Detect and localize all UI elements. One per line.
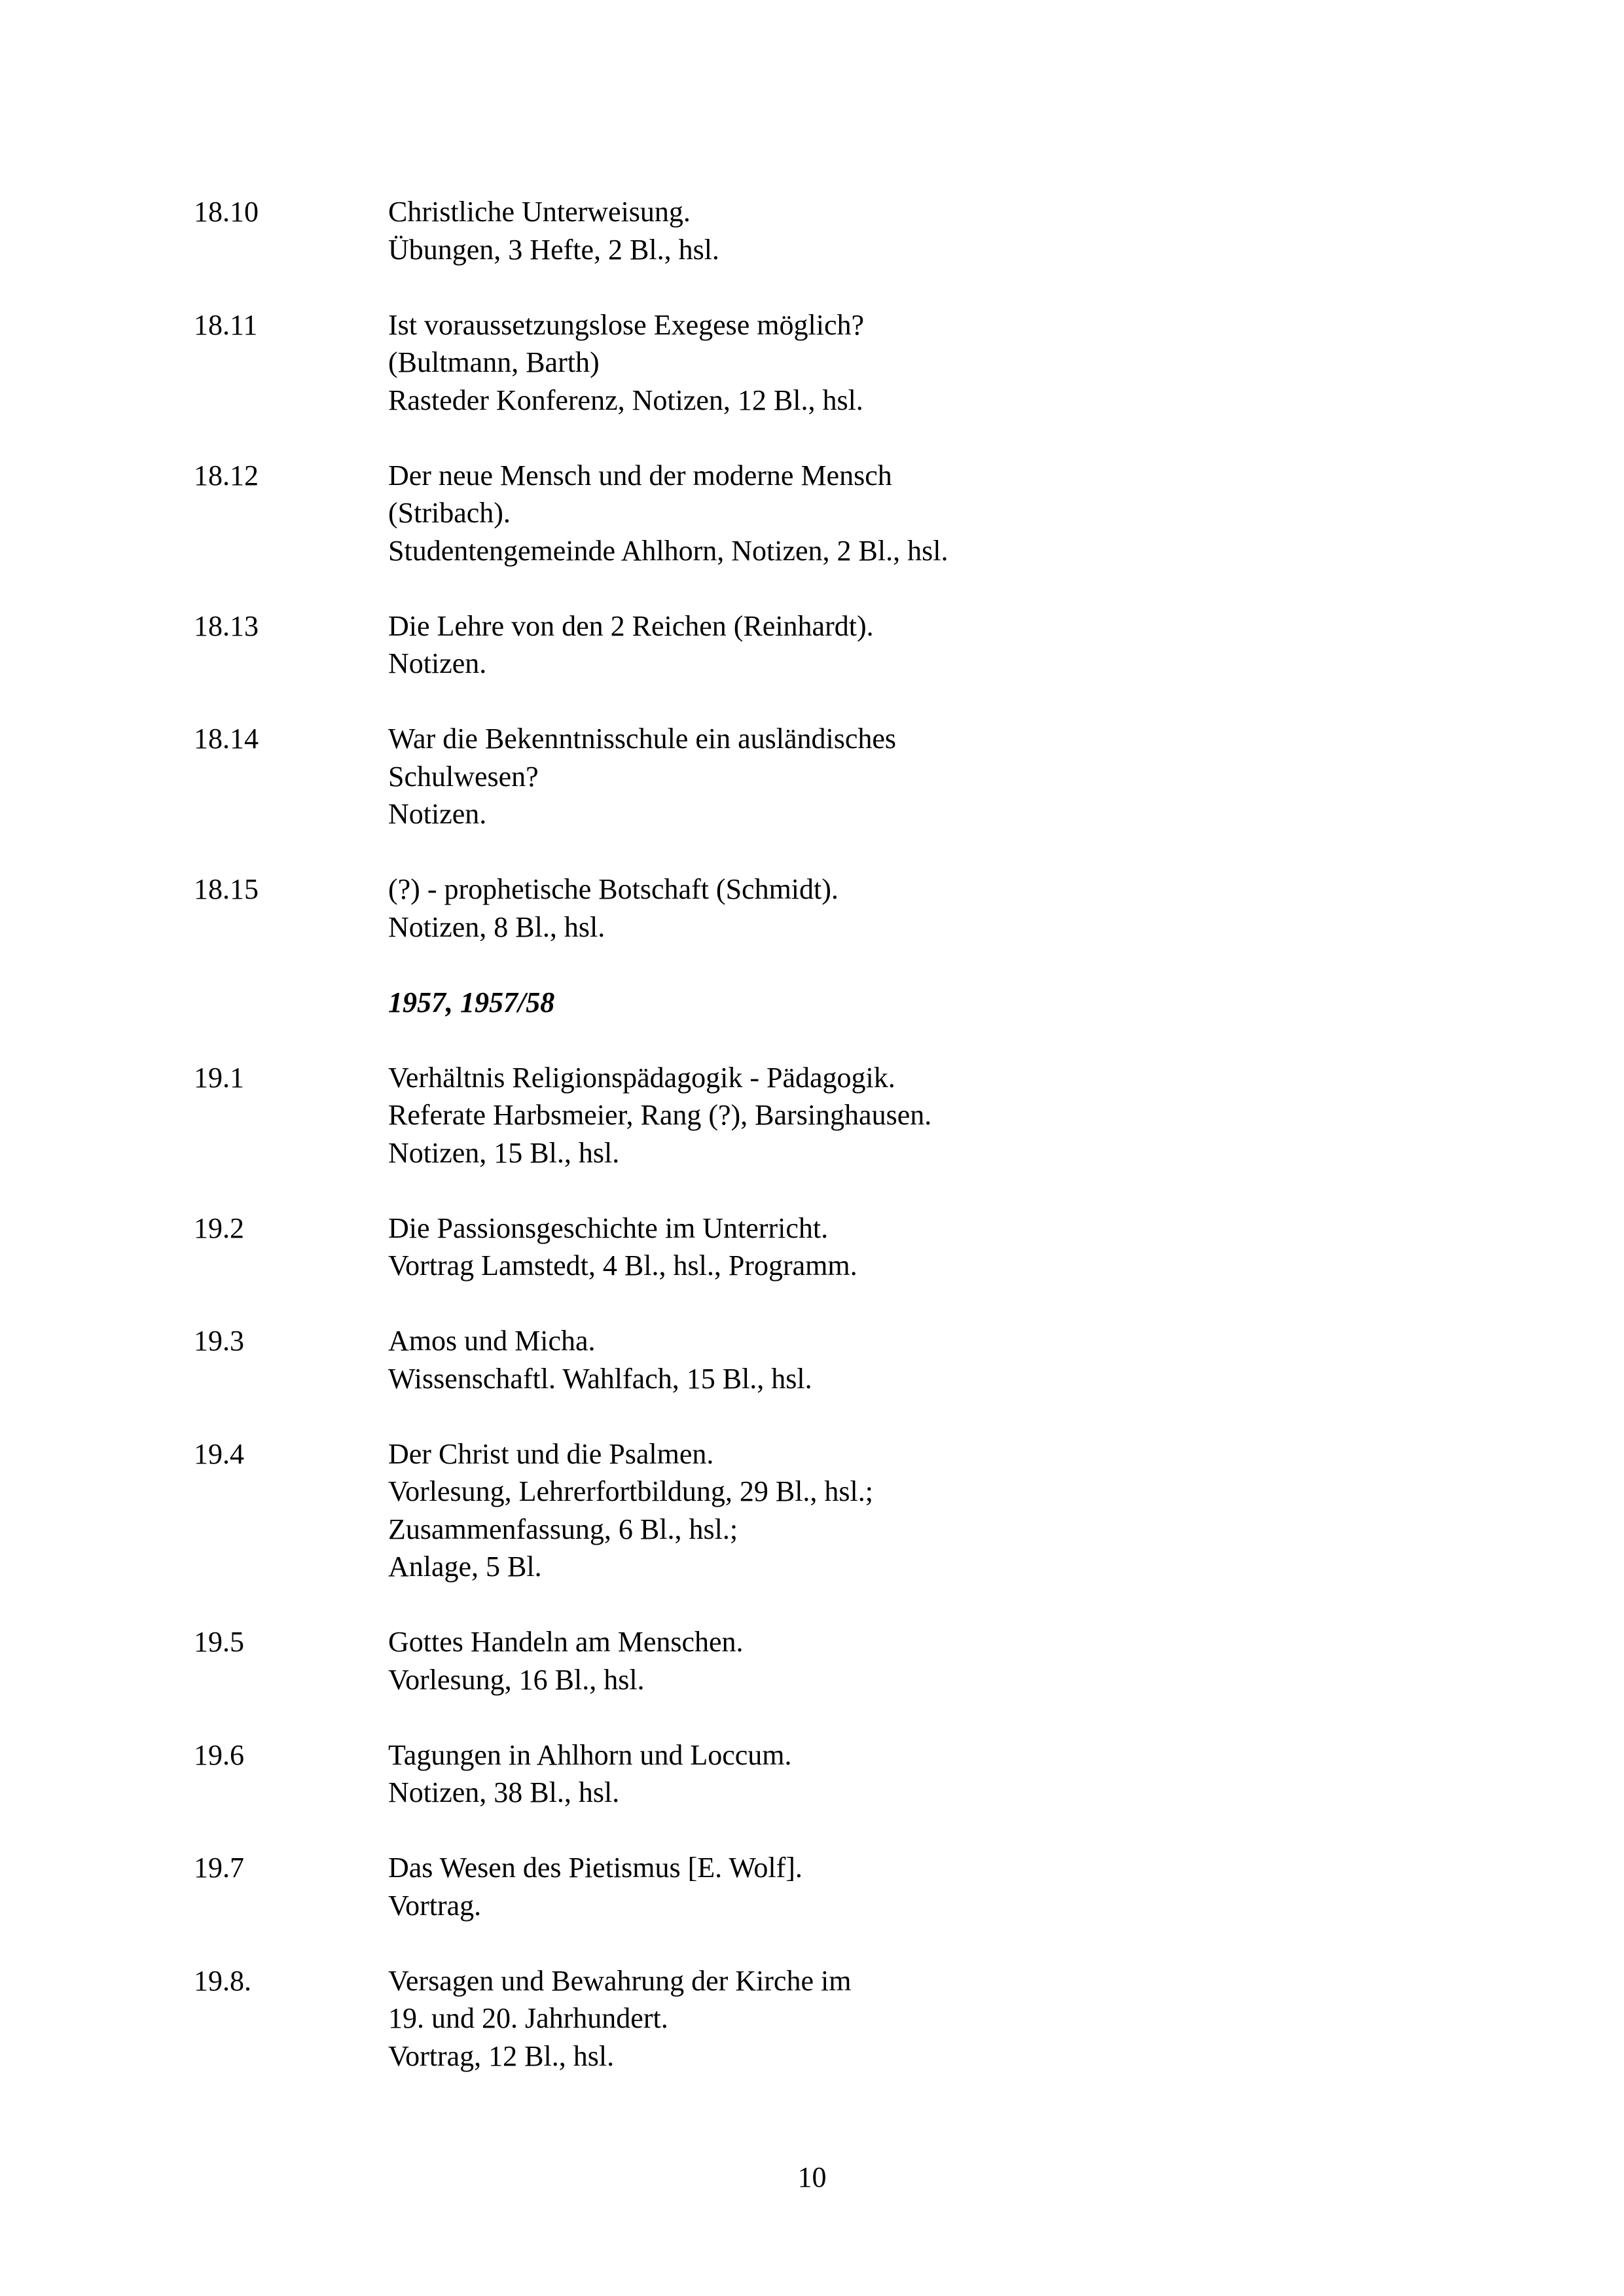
section-heading-row (194, 984, 1437, 1022)
inventory-entry (194, 306, 1437, 420)
entry-description (388, 1849, 1437, 1924)
entry-line: (Bultmann, Barth) (388, 346, 600, 378)
inventory-entry (194, 457, 1437, 570)
entry-line: Rasteder Konferenz, Notizen, 12 Bl., hsl. (388, 384, 863, 416)
entry-description (388, 607, 1437, 683)
entry-line: Notizen, 15 Bl., hsl. (388, 1136, 620, 1169)
entry-line: Die Lehre von den 2 Reichen (Reinhardt). (388, 609, 874, 642)
inventory-entry (194, 1849, 1437, 1924)
entry-line: Die Passionsgeschichte im Unterricht. (388, 1211, 829, 1244)
entry-line: Anlage, 5 Bl. (388, 1551, 542, 1583)
inventory-entry (194, 720, 1437, 833)
entry-number: 19.2 (194, 1211, 244, 1244)
entry-line: Der neue Mensch und der moderne Mensch (388, 459, 892, 492)
entry-line: Vorlesung, 16 Bl., hsl. (388, 1663, 645, 1696)
entry-line: 19. und 20. Jahrhundert. (388, 2002, 668, 2034)
entry-line: Notizen, 8 Bl., hsl. (388, 910, 605, 943)
entry-number: 18.14 (194, 723, 259, 755)
inventory-entry (194, 1322, 1437, 1397)
inventory-entry (194, 1210, 1437, 1285)
entry-number: 19.1 (194, 1061, 244, 1094)
entry-number: 19.4 (194, 1437, 244, 1470)
entry-number: 18.10 (194, 196, 259, 228)
entry-line: Ist voraussetzungslose Exegese möglich? (388, 308, 865, 341)
inventory-entry (194, 870, 1437, 946)
section-heading: 1957, 1957/58 (388, 986, 555, 1018)
entry-number: 19.8. (194, 1964, 251, 1997)
inventory-entry (194, 607, 1437, 683)
entry-line: Amos und Micha. (388, 1325, 596, 1357)
inventory-entry (194, 1962, 1437, 2075)
entry-description (388, 1435, 1437, 1586)
inventory-list (194, 193, 1437, 2113)
entry-description (388, 1623, 1437, 1698)
entry-line: Vortrag Lamstedt, 4 Bl., hsl., Programm. (388, 1249, 857, 1282)
entry-number: 18.12 (194, 459, 259, 492)
entry-line: Wissenschaftl. Wahlfach, 15 Bl., hsl. (388, 1362, 812, 1395)
entry-line: Vorlesung, Lehrerfortbildung, 29 Bl., hsl.; (388, 1475, 873, 1507)
entry-line: Studentengemeinde Ahlhorn, Notizen, 2 Bl., hsl. (388, 534, 948, 567)
entry-line: (?) - prophetische Botschaft (Schmidt). (388, 873, 839, 905)
entry-description (388, 193, 1437, 268)
entry-description (388, 1210, 1437, 1285)
entry-line: Notizen, 38 Bl., hsl. (388, 1776, 620, 1808)
entry-number: 19.7 (194, 1852, 244, 1884)
entry-description (388, 1059, 1437, 1172)
inventory-entry (194, 1736, 1437, 1812)
entry-description (388, 720, 1437, 833)
entry-number: 18.15 (194, 873, 259, 905)
entry-line: Übungen, 3 Hefte, 2 Bl., hsl. (388, 233, 719, 266)
entry-description (388, 1962, 1437, 2075)
entry-line: Zusammenfassung, 6 Bl., hsl.; (388, 1513, 738, 1545)
entry-line: Gottes Handeln am Menschen. (388, 1626, 744, 1658)
entry-description (388, 1736, 1437, 1812)
entry-line: Das Wesen des Pietismus [E. Wolf]. (388, 1852, 803, 1884)
inventory-entry (194, 1623, 1437, 1698)
entry-line: Notizen. (388, 647, 487, 679)
entry-line: Tagungen in Ahlhorn und Loccum. (388, 1738, 792, 1771)
entry-line: Schulwesen? (388, 760, 539, 793)
entry-line: Der Christ und die Psalmen. (388, 1437, 714, 1470)
entry-line: Christliche Unterweisung. (388, 196, 691, 228)
entry-line: (Stribach). (388, 497, 511, 529)
entry-description (388, 870, 1437, 946)
entry-line: Vortrag. (388, 1889, 482, 1922)
entry-line: Vortrag, 12 Bl., hsl. (388, 2039, 615, 2072)
entries-1957-group (194, 1059, 1437, 2075)
inventory-entry (194, 193, 1437, 268)
entry-line: War die Bekenntnisschule ein ausländisches (388, 723, 897, 755)
entries-1956-group (194, 193, 1437, 946)
entry-line: Verhältnis Religionspädagogik - Pädagogik. (388, 1061, 895, 1094)
entry-line: Notizen. (388, 798, 487, 830)
inventory-entry (194, 1059, 1437, 1172)
entry-description (388, 457, 1437, 570)
entry-number: 19.3 (194, 1325, 244, 1357)
entry-line: Versagen und Bewahrung der Kirche im (388, 1964, 852, 1997)
entry-number: 18.13 (194, 609, 259, 642)
heading-spacer (194, 984, 388, 1022)
inventory-entry (194, 1435, 1437, 1586)
entry-description (388, 1322, 1437, 1397)
entry-number: 18.11 (194, 308, 258, 341)
entry-number: 19.5 (194, 1626, 244, 1658)
page-number: 10 (797, 2161, 827, 2193)
entry-number: 19.6 (194, 1738, 244, 1771)
entry-description (388, 306, 1437, 420)
entry-line: Referate Harbsmeier, Rang (?), Barsinghausen. (388, 1099, 932, 1131)
